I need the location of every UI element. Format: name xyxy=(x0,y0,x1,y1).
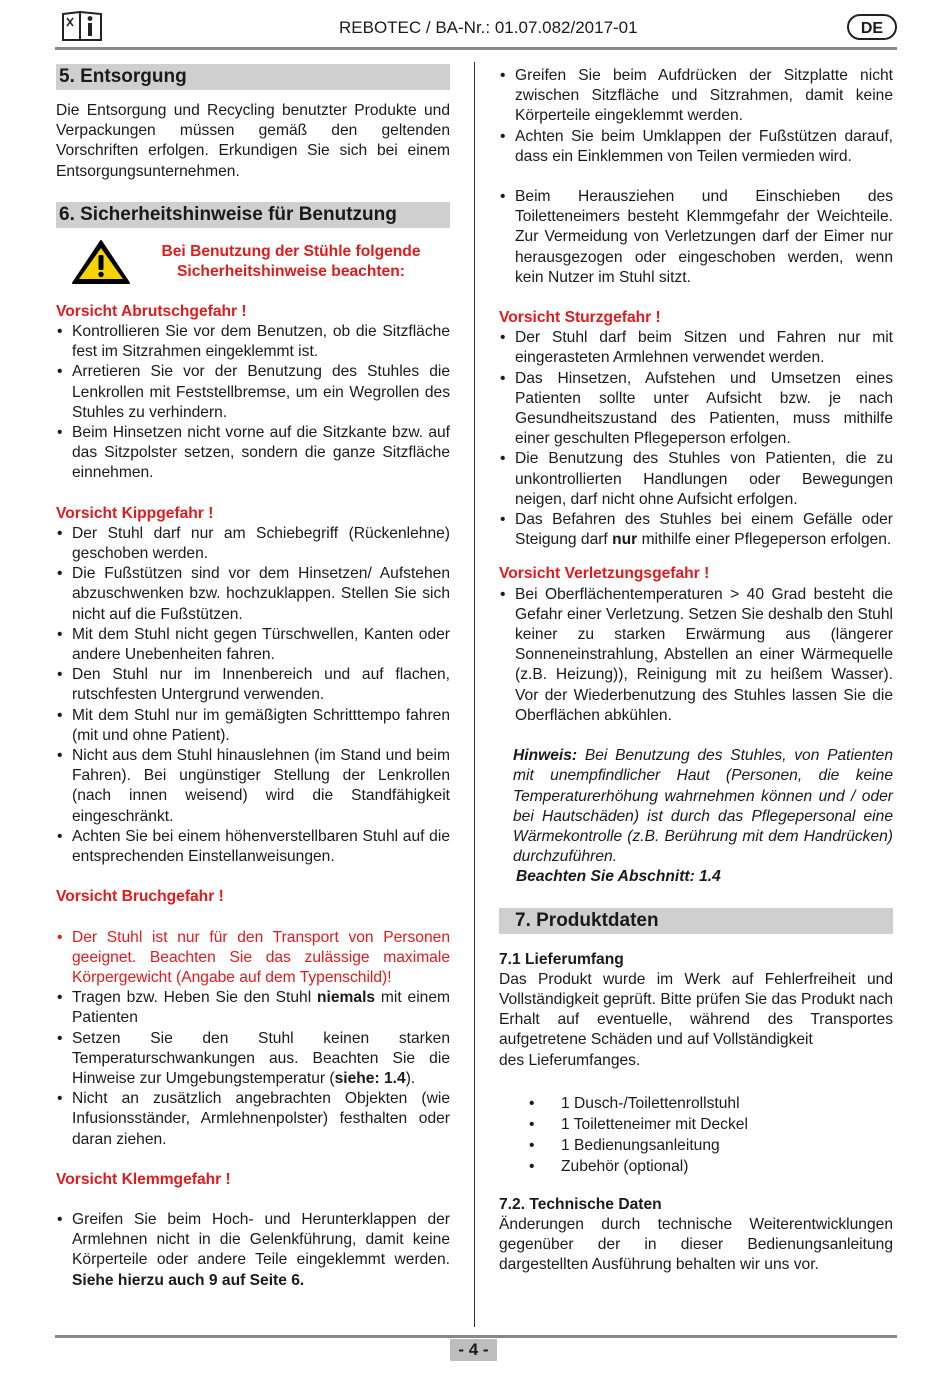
klemm-list xyxy=(56,1210,450,1291)
list-item: • Das Befahren des Stuhles bei einem Gefälle oder Steigung darf nur mithilfe einer Pflegeperson erfolgen. xyxy=(499,510,893,550)
list-item: • Kontrollieren Sie vor dem Benutzen, ob die Sitzfläche fest im Sitzrahmen eingeklemmt ist. xyxy=(56,322,450,362)
list-item: • Achten Sie bei einem höhenverstellbaren Stuhl auf die entsprechenden Einstellanweisungen. xyxy=(56,827,450,867)
list-item: • Beim Herausziehen und Einschieben des Toiletteneimers besteht Klemmgefahr der Weichteile. Zur Vermeidung von Verletzungen darf der Eimer nur herausgezogen oder eingeschoben werden, wenn kein Nutzer im Stuhl sitzt. xyxy=(499,187,893,288)
technische-daten-text: Änderungen durch technische Weiterentwicklungen gegenüber der in dieser Bedienungsanleitung dargestellten Ausführung behalten wir uns vor. xyxy=(499,1215,893,1274)
document-reference: REBOTEC / BA-Nr.: 01.07.082/2017-01 xyxy=(339,18,638,37)
list-item: • Den Stuhl nur im Innenbereich und auf flachen, rutschfesten Untergrund verwenden. xyxy=(56,665,450,705)
list-item: • Das Hinsetzen, Aufstehen und Umsetzen eines Patienten sollte unter Aufsicht bzw. je nach Gesundheitszustand des Patienten, muss mithilfe einer geschulten Pflegeperson erfolgen. xyxy=(499,369,893,450)
list-item: • Tragen bzw. Heben Sie den Stuhl niemals mit einem Patienten xyxy=(56,988,450,1028)
list-item: • 1 Dusch-/Toilettenrollstuhl xyxy=(499,1093,893,1114)
list-item: • Greifen Sie beim Aufdrücken der Sitzplatte nicht zwischen Sitzfläche und Sitzrahmen, damit keine Körperteile eingeklemmt werden. xyxy=(499,66,893,127)
list-item: • Zubehör (optional) xyxy=(499,1156,893,1177)
lieferumfang-text: Das Produkt wurde im Werk auf Fehlerfreiheit und Vollständigkeit geprüft. Bitte prüfen Sie das Produkt nach Erhalt auf eventuelle, während des Transportes aufgetretene Schäden und auf Vollständigkeit xyxy=(499,970,893,1049)
subsection-title-technische-daten: 7.2. Technische Daten xyxy=(499,1195,662,1213)
note-reference: Beachten Sie Abschnitt: 1.4 xyxy=(516,868,721,886)
footer-rule xyxy=(55,1335,897,1338)
klemm-list-eimer xyxy=(499,187,893,288)
safety-hint-text: Bei Benutzung der Stühle folgende Sicherheitshinweise beachten: xyxy=(161,242,421,280)
klemm-list-continued xyxy=(499,66,893,167)
warning-title-bruch: Vorsicht Bruchgefahr ! xyxy=(56,888,224,906)
section-title-produktdaten: 7. Produktdaten xyxy=(499,908,893,934)
bruch-list xyxy=(56,928,450,1150)
scope-list xyxy=(499,1093,893,1177)
kipp-list xyxy=(56,524,450,867)
section-title-sicherheitshinweise: 6. Sicherheitshinweise für Benutzung xyxy=(56,202,450,228)
safety-hint xyxy=(56,238,450,286)
note-text: Bei Benutzung des Stuhles, von Patienten mit unempfindlicher Haut (Personen, die keine Temperaturerhöhung wahrnehmen können und / oder bei Hautschäden) ist durch das Pflegepersonal eine Wärmekontrolle (z.B. Berührung mit dem Handrücken) durchzuführen. xyxy=(513,747,893,866)
list-item: • Bei Oberflächentemperaturen > 40 Grad besteht die Gefahr einer Verletzung. Setzen Sie deshalb den Stuhl keiner zu starken Erwärmung aus (längerer Sonneneinstrahlung, Abstellen an einer Wärmequelle (z.B. Heizung)), Reinigung mit zu heißem Wasser). Vor der Wiederbenutzung des Stuhles lassen Sie die Oberflächen abkühlen. xyxy=(499,585,893,726)
lieferumfang-text-end: des Lieferumfanges. xyxy=(499,1051,641,1069)
warning-title-kipp: Vorsicht Kippgefahr ! xyxy=(56,504,214,522)
section-title-entsorgung: 5. Entsorgung xyxy=(56,64,450,90)
abrutsch-list xyxy=(56,322,450,484)
list-item: • Die Fußstützen sind vor dem Hinsetzen/ Aufstehen abzuschwenken bzw. hochzuklappen. Stellen Sie sich nicht auf die Fußstützen. xyxy=(56,564,450,625)
list-item: • Mit dem Stuhl nicht gegen Türschwellen, Kanten oder andere Unebenheiten fahren. xyxy=(56,625,450,665)
list-item: • Nicht an zusätzlich angebrachten Objekten (wie Infusionsständer, Armlehnenpolster) festhalten oder daran ziehen. xyxy=(56,1089,450,1150)
list-item: • Der Stuhl darf beim Sitzen und Fahren nur mit eingerasteten Armlehnen verwendet werden. xyxy=(499,328,893,368)
right-column xyxy=(499,66,893,1276)
list-item: • Nicht aus dem Stuhl hinauslehnen (im Stand und beim Fahren). Bei ungünstiger Stellung der Lenkrollen (nach innen weisend) wird die Standfähigkeit eingeschränkt. xyxy=(56,746,450,827)
list-item: • Der Stuhl darf nur am Schiebegriff (Rückenlehne) geschoben werden. xyxy=(56,524,450,564)
list-item: • 1 Toiletteneimer mit Deckel xyxy=(499,1114,893,1135)
warning-triangle-icon xyxy=(70,238,132,286)
warning-title-klemm: Vorsicht Klemmgefahr ! xyxy=(56,1170,231,1188)
warning-title-verletzung: Vorsicht Verletzungsgefahr ! xyxy=(499,565,710,583)
list-item: • Die Benutzung des Stuhles von Patienten, die zu unkontrollierten Handlungen oder Bewegungen neigen, darf nicht ohne Aufsicht erfolgen. xyxy=(499,449,893,510)
list-item: • Beim Hinsetzen nicht vorne auf die Sitzkante bzw. auf das Sitzpolster setzen, sondern die ganze Sitzfläche einnehmen. xyxy=(56,423,450,484)
manual-info-icon xyxy=(61,10,103,42)
page-header xyxy=(55,10,897,48)
list-item: • Arretieren Sie vor der Benutzung des Stuhles die Lenkrollen mit Feststellbremse, um ein Wegrollen des Stuhles zu verhindern. xyxy=(56,362,450,423)
column-divider xyxy=(474,62,475,1327)
entsorgung-text: Die Entsorgung und Recycling benutzter Produkte und Verpackungen müssen gemäß den geltenden Vorschriften erfolgen. Erkundigen Sie sich bei einem Entsorgungsunternehmen. xyxy=(56,102,450,180)
list-item: • Achten Sie beim Umklappen der Fußstützen darauf, dass ein Einklemmen von Teilen vermieden wird. xyxy=(499,127,893,167)
warning-title-abrutsch: Vorsicht Abrutschgefahr ! xyxy=(56,302,247,320)
page-number: - 4 - xyxy=(450,1339,497,1361)
list-item: • 1 Bedienungsanleitung xyxy=(499,1135,893,1156)
left-column xyxy=(56,64,450,1291)
list-item: • Mit dem Stuhl nur im gemäßigten Schritttempo fahren (mit und ohne Patient). xyxy=(56,706,450,746)
list-item: • Greifen Sie beim Hoch- und Herunterklappen der Armlehnen nicht in die Gelenkführung, damit keine Körperteile oder andere Teile eingeklemmt werden. Siehe hierzu auch 9 auf Seite 6. xyxy=(56,1210,450,1291)
note-paragraph xyxy=(499,746,893,867)
note-label: Hinweis: xyxy=(513,747,578,765)
verletzung-list xyxy=(499,585,893,726)
subsection-title-lieferumfang: 7.1 Lieferumfang xyxy=(499,950,624,968)
header-rule xyxy=(55,47,897,50)
list-item: • Setzen Sie den Stuhl keinen starken Temperaturschwankungen aus. Beachten Sie die Hinweise zur Umgebungstemperatur (siehe: 1.4). xyxy=(56,1029,450,1090)
list-item: • Der Stuhl ist nur für den Transport von Personen geeignet. Beachten Sie das zulässige maximale Körpergewicht (Angabe auf dem Typenschild)! xyxy=(56,928,450,989)
sturz-list xyxy=(499,328,893,550)
language-badge: DE xyxy=(847,14,897,40)
warning-title-sturz: Vorsicht Sturzgefahr ! xyxy=(499,309,661,327)
